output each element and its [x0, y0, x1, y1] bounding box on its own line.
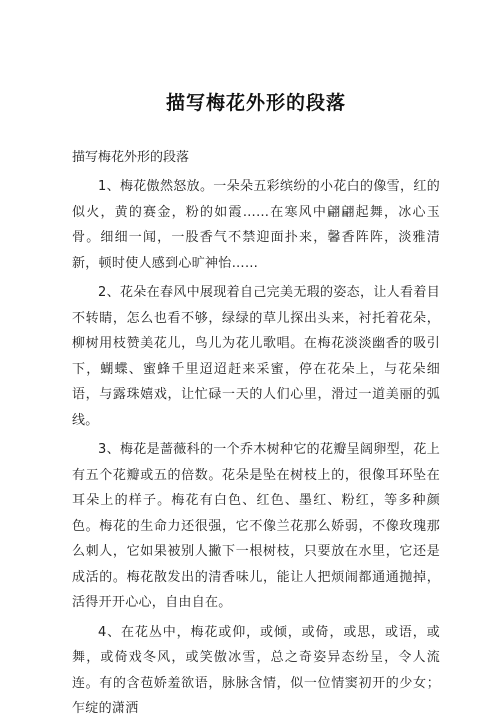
- paragraph-3: 3、梅花是蔷薇科的一个乔木树种它的花瓣呈阔卵型，花上有五个花瓣或五的倍数。花朵是坠在树枝上的，很像耳环坠在耳朵上的样子。梅花有白色、红色、墨红、粉红，等多种颜色。梅花的生命力还很强，它不像兰花那么娇弱，不像玫瑰那么刺人，它如果被别人撇下一根树枝，只要放在水里，它还是成活的。梅花散发出的清香味儿，能让人把烦闹都通通抛掉，活得开开心心，自由自在。: [72, 442, 440, 610]
- section-heading: 描写梅花外形的段落: [72, 150, 190, 165]
- paragraph-2: 2、花朵在春风中展现着自己完美无瑕的姿态，让人看着目不转睛，怎么也看不够，绿绿的草儿探出头来，衬托着花朵，柳树用枝赞美花儿，鸟儿为花儿歌唱。在梅花淡淡幽香的吸引下，蝴蝶、蜜蜂千里迢迢赶来采蜜，停在花朵上，与花朵细语，与露珠嬉戏，让忙碌一天的人们心里，滑过一道美丽的弧线。: [72, 285, 440, 428]
- paragraph-4: 4、在花丛中，梅花或仰，或倾，或倚，或思，或语，或舞，或倚戏冬风，或笑傲冰雪，总之奇姿异态纷呈，令人流连。有的含苞娇羞欲语，脉脉含情，似一位情窦初开的少女；乍绽的潇洒: [72, 624, 440, 716]
- document-title: 描写梅花外形的段落: [165, 92, 346, 114]
- paragraph-1: 1、梅花傲然怒放。一朵朵五彩缤纷的小花白的像雪，红的似火，黄的赛金，粉的如霞……在寒风中翩翩起舞，冰心玉骨。细细一闻，一股香气不禁迎面扑来，馨香阵阵，淡雅清新，顿时使人感到心旷神怡……: [72, 179, 440, 271]
